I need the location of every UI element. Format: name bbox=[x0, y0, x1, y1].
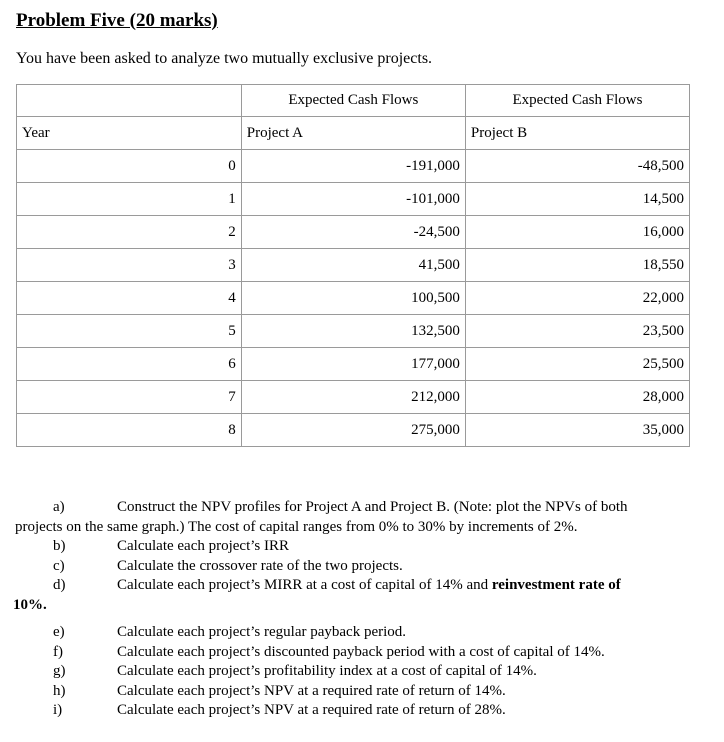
question-label: c) bbox=[53, 557, 65, 574]
project-b-cell: 18,550 bbox=[465, 249, 689, 282]
questions-list bbox=[13, 498, 693, 721]
project-a-cell: 275,000 bbox=[241, 414, 465, 447]
question-g bbox=[53, 662, 693, 682]
year-cell: 7 bbox=[17, 381, 242, 414]
question-label: e) bbox=[53, 624, 65, 640]
table-header-row-2 bbox=[17, 117, 690, 150]
table-row bbox=[17, 183, 690, 216]
year-cell: 2 bbox=[17, 216, 242, 249]
table-row bbox=[17, 381, 690, 414]
header-cell bbox=[17, 85, 242, 117]
header-cell-year: Year bbox=[17, 117, 242, 150]
project-a-cell: 132,500 bbox=[241, 315, 465, 348]
year-cell: 1 bbox=[17, 183, 242, 216]
question-label: i) bbox=[53, 702, 63, 718]
question-text: Calculate the crossover rate of the two projects. bbox=[117, 557, 403, 574]
year-cell: 5 bbox=[17, 315, 242, 348]
project-b-cell: 28,000 bbox=[465, 381, 689, 414]
question-i bbox=[53, 701, 693, 721]
year-cell: 6 bbox=[17, 348, 242, 381]
project-b-cell: 23,500 bbox=[465, 315, 689, 348]
year-cell: 3 bbox=[17, 249, 242, 282]
cash-flow-table bbox=[16, 84, 690, 447]
question-text: Calculate each project’s profitability index at a cost of capital of 14%. bbox=[117, 663, 537, 679]
intro-text: You have been asked to analyze two mutually exclusive projects. bbox=[16, 50, 433, 67]
project-a-cell: 41,500 bbox=[241, 249, 465, 282]
project-a-cell: 212,000 bbox=[241, 381, 465, 414]
question-text-continued: projects on the same graph.) The cost of capital ranges from 0% to 30% by increments of 2%. bbox=[15, 518, 578, 535]
project-b-cell: 14,500 bbox=[465, 183, 689, 216]
header-cell-project-b: Project B bbox=[465, 117, 689, 150]
question-f bbox=[53, 643, 693, 663]
question-label: a) bbox=[53, 499, 65, 515]
question-label: g) bbox=[53, 663, 66, 679]
project-a-cell: 100,500 bbox=[241, 282, 465, 315]
table-row bbox=[17, 348, 690, 381]
table-row bbox=[17, 249, 690, 282]
year-cell: 0 bbox=[17, 150, 242, 183]
question-text: Calculate each project’s discounted payback period with a cost of capital of 14%. bbox=[117, 643, 605, 660]
year-cell: 8 bbox=[17, 414, 242, 447]
year-cell: 4 bbox=[17, 282, 242, 315]
question-text: Calculate each project’s MIRR at a cost of capital of 14% and bbox=[117, 577, 492, 593]
header-cell-project-a: Project A bbox=[241, 117, 465, 150]
project-b-cell: -48,500 bbox=[465, 150, 689, 183]
table-row bbox=[17, 414, 690, 447]
table-row bbox=[17, 150, 690, 183]
project-a-cell: 177,000 bbox=[241, 348, 465, 381]
project-b-cell: 35,000 bbox=[465, 414, 689, 447]
question-label: h) bbox=[53, 682, 66, 699]
question-h bbox=[53, 682, 693, 702]
question-c bbox=[53, 557, 693, 577]
page-title: Problem Five (20 marks) bbox=[16, 10, 218, 31]
question-label: f) bbox=[53, 643, 63, 660]
question-label: d) bbox=[53, 577, 66, 593]
project-a-cell: -101,000 bbox=[241, 183, 465, 216]
header-cell: Expected Cash Flows bbox=[241, 85, 465, 117]
question-text: Calculate each project’s NPV at a required rate of return of 28%. bbox=[117, 702, 506, 718]
question-label: b) bbox=[53, 538, 66, 554]
question-text: Construct the NPV profiles for Project A and Project B. (Note: plot the NPVs of both bbox=[117, 499, 628, 515]
question-text-bold-continued: 10%. bbox=[13, 596, 47, 613]
question-d bbox=[13, 576, 693, 615]
table-row bbox=[17, 282, 690, 315]
project-b-cell: 22,000 bbox=[465, 282, 689, 315]
table-row bbox=[17, 216, 690, 249]
question-text: Calculate each project’s IRR bbox=[117, 538, 290, 554]
question-text: Calculate each project’s regular payback period. bbox=[117, 624, 407, 640]
question-e bbox=[53, 623, 693, 643]
question-text: Calculate each project’s NPV at a required rate of return of 14%. bbox=[117, 682, 506, 699]
project-b-cell: 25,500 bbox=[465, 348, 689, 381]
table-header-row-1 bbox=[17, 85, 690, 117]
question-b bbox=[53, 537, 693, 557]
table-row bbox=[17, 315, 690, 348]
project-b-cell: 16,000 bbox=[465, 216, 689, 249]
project-a-cell: -24,500 bbox=[241, 216, 465, 249]
header-cell: Expected Cash Flows bbox=[465, 85, 689, 117]
question-a bbox=[15, 498, 693, 537]
project-a-cell: -191,000 bbox=[241, 150, 465, 183]
question-text-bold: reinvestment rate of bbox=[491, 577, 621, 593]
